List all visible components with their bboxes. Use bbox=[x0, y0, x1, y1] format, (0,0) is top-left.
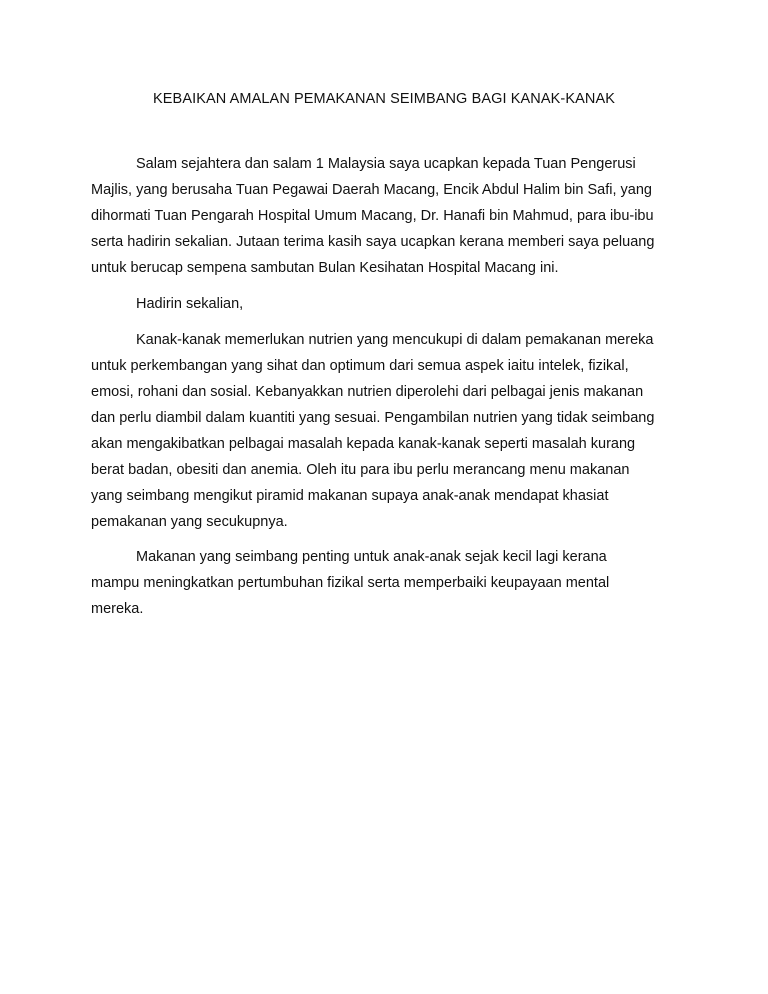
paragraph-line: dihormati Tuan Pengarah Hospital Umum Macang, Dr. Hanafi bin Mahmud, para ibu-ibu bbox=[91, 208, 654, 224]
paragraph-line: Makanan yang seimbang penting untuk anak-anak sejak kecil lagi kerana bbox=[136, 549, 607, 565]
paragraph-line: emosi, rohani dan sosial. Kebanyakkan nutrien diperolehi dari pelbagai jenis makanan bbox=[91, 384, 644, 400]
paragraph-line: Hadirin sekalian, bbox=[136, 296, 244, 312]
paragraph-line: berat badan, obesiti dan anemia. Oleh itu para ibu perlu merancang menu makanan bbox=[91, 462, 630, 478]
paragraph-line: pemakanan yang secukupnya. bbox=[91, 514, 288, 530]
paragraph-line: untuk berucap sempena sambutan Bulan Kesihatan Hospital Macang ini. bbox=[91, 260, 559, 276]
paragraph-balanced-diet bbox=[91, 544, 677, 622]
paragraph-line: dan perlu diambil dalam kuantiti yang sesuai. Pengambilan nutrien yang tidak seimbang bbox=[91, 410, 655, 426]
paragraph-address bbox=[91, 291, 677, 317]
paragraph-line: Majlis, yang berusaha Tuan Pegawai Daerah Macang, Encik Abdul Halim bin Safi, yang bbox=[91, 182, 652, 198]
document-title: KEBAIKAN AMALAN PEMAKANAN SEIMBANG BAGI KANAK-KANAK bbox=[153, 91, 615, 107]
paragraph-line: Salam sejahtera dan salam 1 Malaysia saya ucapkan kepada Tuan Pengerusi bbox=[136, 156, 636, 172]
paragraph-line: serta hadirin sekalian. Jutaan terima kasih saya ucapkan kerana memberi saya peluang bbox=[91, 234, 655, 250]
paragraph-line: untuk perkembangan yang sihat dan optimum dari semua aspek iaitu intelek, fizikal, bbox=[91, 358, 629, 374]
paragraph-line: mereka. bbox=[91, 601, 144, 617]
paragraph-nutrition bbox=[91, 327, 677, 535]
paragraph-line: akan mengakibatkan pelbagai masalah kepada kanak-kanak seperti masalah kurang bbox=[91, 436, 636, 452]
paragraph-greeting bbox=[91, 151, 677, 281]
paragraph-line: yang seimbang mengikut piramid makanan supaya anak-anak mendapat khasiat bbox=[91, 488, 609, 504]
paragraph-line: Kanak-kanak memerlukan nutrien yang mencukupi di dalam pemakanan mereka bbox=[136, 332, 654, 348]
paragraph-line: mampu meningkatkan pertumbuhan fizikal serta memperbaiki keupayaan mental bbox=[91, 575, 610, 591]
